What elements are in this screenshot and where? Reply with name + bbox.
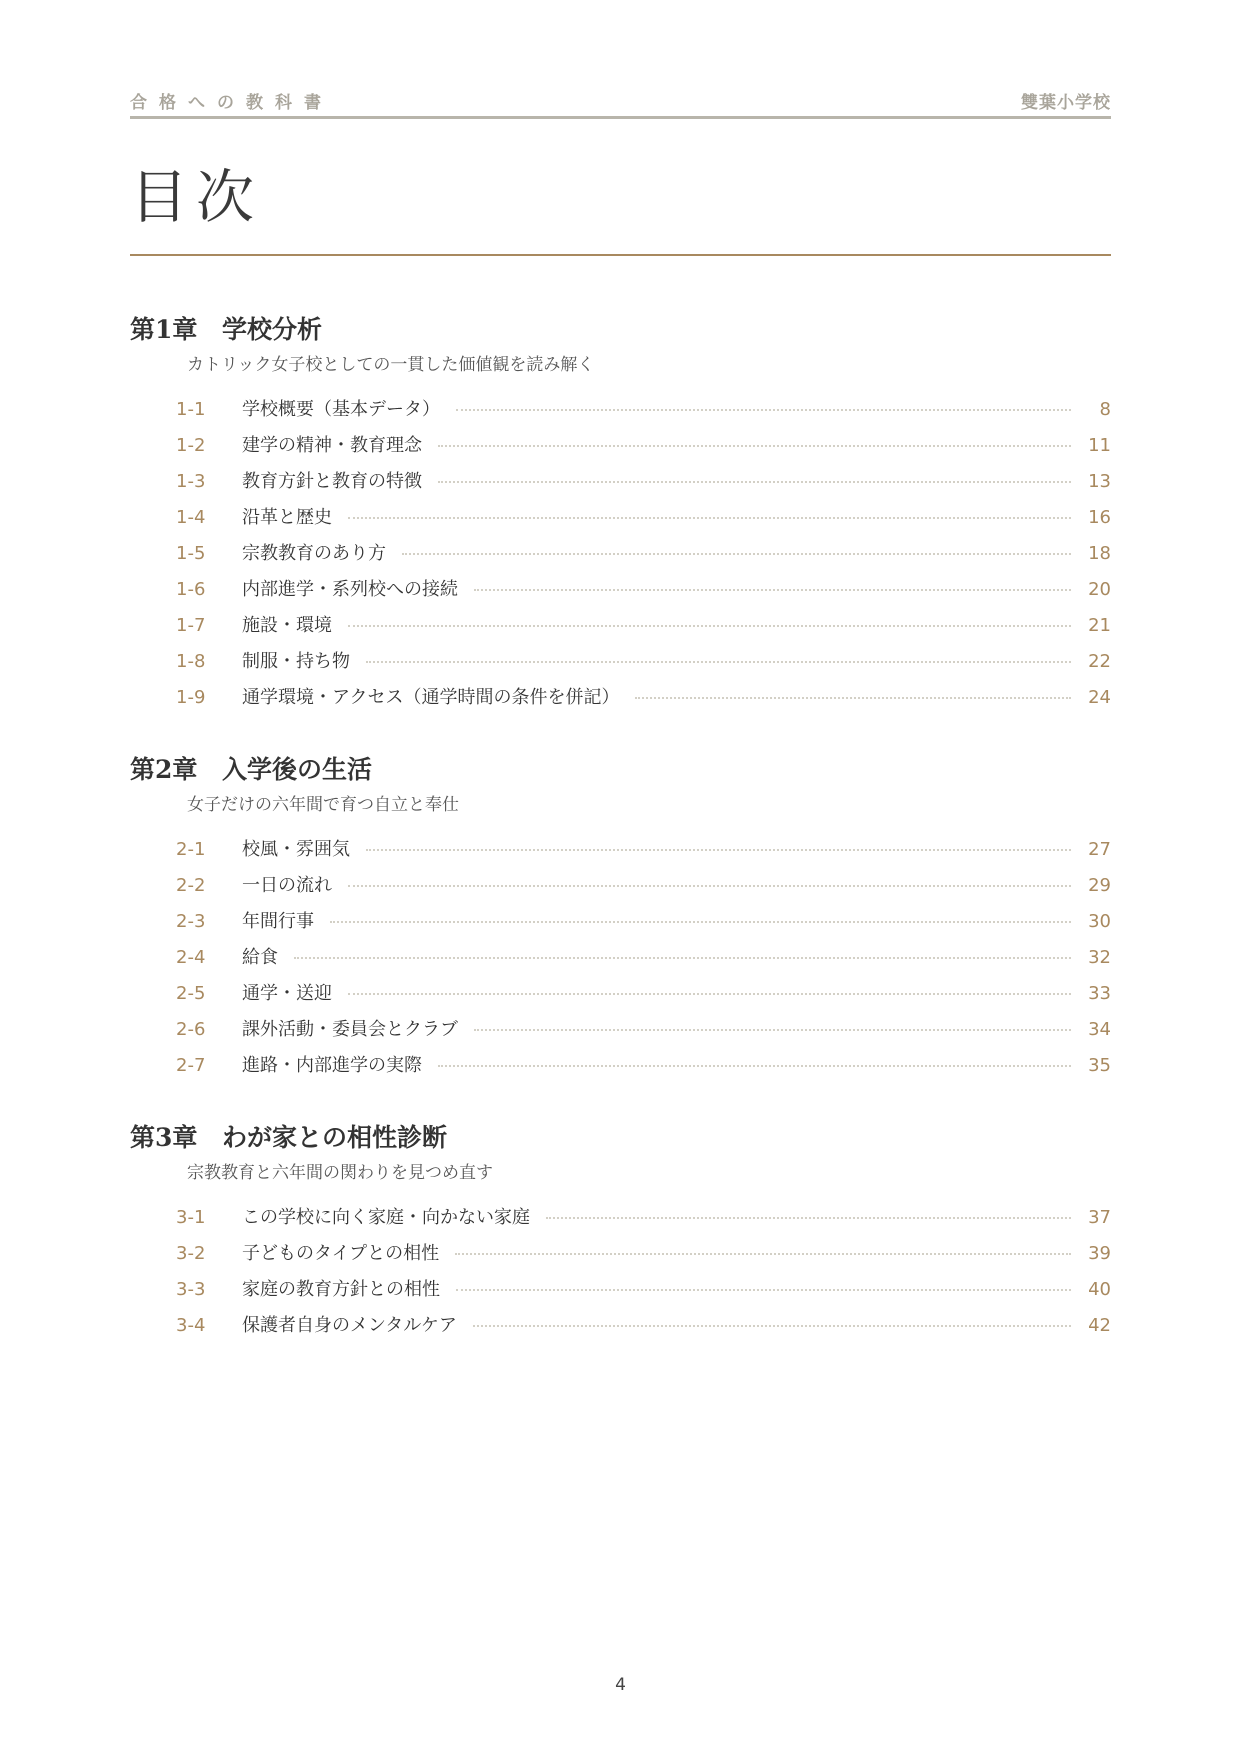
page-reference: 18 xyxy=(1088,543,1111,564)
dot-leader xyxy=(438,481,1071,483)
section-title: 教育方針と教育の特徴 xyxy=(242,471,422,492)
running-header xyxy=(130,86,1111,119)
book-title: 合格への教科書 xyxy=(130,93,333,113)
chapter-subtitle: 宗教教育と六年間の関わりを見つめ直す xyxy=(187,1163,493,1183)
dot-leader xyxy=(366,849,1071,851)
section-number: 2-7 xyxy=(176,1055,206,1076)
page-reference: 20 xyxy=(1088,579,1111,600)
section-number: 1-6 xyxy=(176,579,206,600)
section-number: 1-2 xyxy=(176,435,206,456)
page-reference: 24 xyxy=(1088,687,1111,708)
toc-entry[interactable] xyxy=(130,500,1111,536)
page-reference: 32 xyxy=(1088,947,1111,968)
section-number: 2-2 xyxy=(176,875,206,896)
chapter-title: 入学後の生活 xyxy=(222,755,373,784)
toc-entry-list xyxy=(130,392,1111,716)
section-number: 2-4 xyxy=(176,947,206,968)
page-reference: 33 xyxy=(1088,983,1111,1004)
dot-leader xyxy=(474,589,1071,591)
toc-entry[interactable] xyxy=(130,1272,1111,1308)
section-title: 進路・内部進学の実際 xyxy=(242,1055,422,1076)
chapter-subtitle: 女子だけの六年間で育つ自立と奉仕 xyxy=(187,795,459,815)
toc-entry[interactable] xyxy=(130,976,1111,1012)
page-reference: 42 xyxy=(1088,1315,1111,1336)
page-number: 4 xyxy=(615,1675,626,1695)
toc-entry[interactable] xyxy=(130,608,1111,644)
page-reference: 13 xyxy=(1088,471,1111,492)
section-number: 2-1 xyxy=(176,839,206,860)
page-reference: 22 xyxy=(1088,651,1111,672)
section-number: 2-6 xyxy=(176,1019,206,1040)
dot-leader xyxy=(438,445,1071,447)
section-title: 建学の精神・教育理念 xyxy=(242,435,422,456)
chapter-title: わが家との相性診断 xyxy=(222,1123,448,1152)
chapter-number: 第2章 xyxy=(130,755,198,784)
toc-entry[interactable] xyxy=(130,904,1111,940)
section-number: 1-3 xyxy=(176,471,206,492)
dot-leader xyxy=(330,921,1071,923)
section-title: この学校に向く家庭・向かない家庭 xyxy=(242,1207,530,1228)
school-name: 雙葉小学校 xyxy=(1021,93,1111,113)
section-title: 通学・送迎 xyxy=(242,983,332,1004)
chapter-1 xyxy=(130,312,1111,716)
chapter-number: 第1章 xyxy=(130,315,198,344)
page-reference: 39 xyxy=(1088,1243,1111,1264)
section-title: 内部進学・系列校への接続 xyxy=(242,579,458,600)
dot-leader xyxy=(348,625,1071,627)
section-number: 3-2 xyxy=(176,1243,206,1264)
section-number: 3-1 xyxy=(176,1207,206,1228)
toc-entry[interactable] xyxy=(130,1308,1111,1344)
page-reference: 16 xyxy=(1088,507,1111,528)
section-title: 通学環境・アクセス（通学時間の条件を併記） xyxy=(242,687,620,708)
chapter-heading xyxy=(130,312,1111,348)
toc-entry[interactable] xyxy=(130,680,1111,716)
section-title: 課外活動・委員会とクラブ xyxy=(242,1019,458,1040)
section-title: 制服・持ち物 xyxy=(242,651,350,672)
section-title: 沿革と歴史 xyxy=(242,507,332,528)
toc-entry-list xyxy=(130,1200,1111,1344)
dot-leader xyxy=(474,1029,1071,1031)
section-title: 給食 xyxy=(242,947,278,968)
toc-entry[interactable] xyxy=(130,428,1111,464)
page-reference: 11 xyxy=(1088,435,1111,456)
toc-entry[interactable] xyxy=(130,644,1111,680)
section-title: 年間行事 xyxy=(242,911,314,932)
section-number: 1-1 xyxy=(176,399,206,420)
page-reference: 29 xyxy=(1088,875,1111,896)
chapter-number: 第3章 xyxy=(130,1123,198,1152)
page-reference: 40 xyxy=(1088,1279,1111,1300)
dot-leader xyxy=(546,1217,1071,1219)
dot-leader xyxy=(366,661,1071,663)
page-title: 目次 xyxy=(130,163,263,231)
section-title: 一日の流れ xyxy=(242,875,332,896)
page-reference: 30 xyxy=(1088,911,1111,932)
section-title: 保護者自身のメンタルケア xyxy=(242,1315,457,1336)
section-title: 学校概要（基本データ） xyxy=(242,399,440,420)
section-title: 宗教教育のあり方 xyxy=(242,543,386,564)
toc-entry-list xyxy=(130,832,1111,1084)
section-number: 2-5 xyxy=(176,983,206,1004)
section-title: 校風・雰囲気 xyxy=(242,839,350,860)
dot-leader xyxy=(438,1065,1071,1067)
dot-leader xyxy=(456,409,1071,411)
section-number: 3-3 xyxy=(176,1279,206,1300)
section-title: 家庭の教育方針との相性 xyxy=(242,1279,440,1300)
toc-entry[interactable] xyxy=(130,536,1111,572)
toc-page xyxy=(130,0,1111,1754)
dot-leader xyxy=(294,957,1071,959)
chapter-heading xyxy=(130,752,1111,788)
dot-leader xyxy=(348,517,1071,519)
section-number: 1-7 xyxy=(176,615,206,636)
toc-entry[interactable] xyxy=(130,392,1111,428)
toc-entry[interactable] xyxy=(130,1012,1111,1048)
toc-entry[interactable] xyxy=(130,572,1111,608)
section-number: 3-4 xyxy=(176,1315,206,1336)
chapter-subtitle: カトリック女子校としての一貫した価値観を読み解く xyxy=(187,355,595,375)
toc-entry[interactable] xyxy=(130,832,1111,868)
section-number: 1-9 xyxy=(176,687,206,708)
chapter-heading xyxy=(130,1120,1111,1156)
toc-entry[interactable] xyxy=(130,464,1111,500)
page-reference: 35 xyxy=(1088,1055,1111,1076)
section-number: 1-4 xyxy=(176,507,206,528)
toc-entry[interactable] xyxy=(130,1048,1111,1084)
section-title: 施設・環境 xyxy=(242,615,332,636)
dot-leader xyxy=(402,553,1071,555)
page-reference: 27 xyxy=(1088,839,1111,860)
section-number: 1-8 xyxy=(176,651,206,672)
title-divider xyxy=(130,254,1111,256)
section-number: 2-3 xyxy=(176,911,206,932)
section-number: 1-5 xyxy=(176,543,206,564)
dot-leader xyxy=(456,1289,1071,1291)
page-reference: 8 xyxy=(1099,399,1111,420)
dot-leader xyxy=(635,697,1071,699)
toc-entry[interactable] xyxy=(130,940,1111,976)
page-reference: 37 xyxy=(1088,1207,1111,1228)
toc-entry[interactable] xyxy=(130,1200,1111,1236)
section-title: 子どものタイプとの相性 xyxy=(242,1243,440,1264)
dot-leader xyxy=(473,1325,1071,1327)
page-reference: 21 xyxy=(1088,615,1111,636)
page-reference: 34 xyxy=(1088,1019,1111,1040)
toc-entry[interactable] xyxy=(130,1236,1111,1272)
dot-leader xyxy=(348,885,1071,887)
chapter-3 xyxy=(130,1120,1111,1344)
dot-leader xyxy=(455,1253,1071,1255)
chapter-2 xyxy=(130,752,1111,1084)
dot-leader xyxy=(348,993,1071,995)
toc-entry[interactable] xyxy=(130,868,1111,904)
chapter-title: 学校分析 xyxy=(222,315,323,344)
